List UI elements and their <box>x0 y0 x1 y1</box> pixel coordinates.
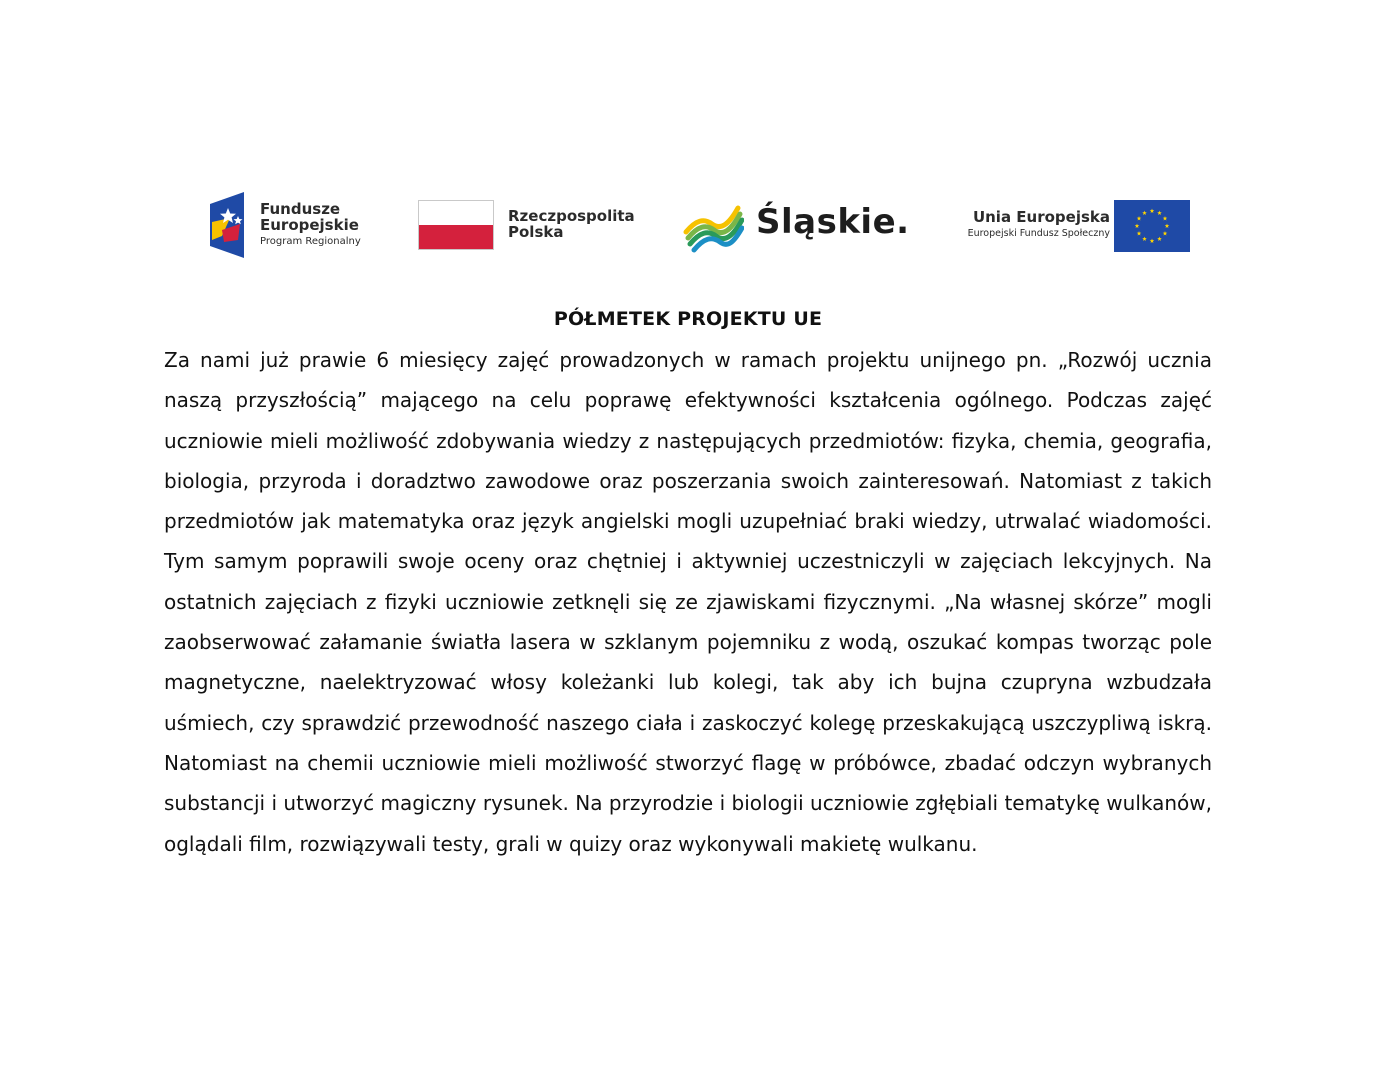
rzeczpospolita-polska-logo <box>418 200 648 254</box>
document-title: PÓŁMETEK PROJEKTU UE <box>553 308 823 330</box>
unia-line1: Unia Europejska <box>972 208 1110 226</box>
logo-strip <box>0 186 1376 264</box>
slaskie-wordmark: Śląskie. <box>756 202 910 242</box>
unia-line2: Europejski Fundusz Społeczny <box>967 228 1110 239</box>
eu-flag-icon <box>1114 200 1190 252</box>
fundusze-europejskie-text <box>260 202 361 247</box>
slaskie-logo <box>682 198 910 254</box>
unia-europejska-logo <box>936 200 1196 254</box>
rzeczpospolita-line2: Polska <box>508 223 564 242</box>
fundusze-europejskie-logo <box>208 190 378 260</box>
fundusze-line1: Fundusze <box>260 200 341 218</box>
rzeczpospolita-line1: Rzeczpospolita <box>508 207 635 225</box>
polish-flag-icon <box>418 200 494 250</box>
document-body: Za nami już prawie 6 miesięcy zajęć prowadzonych w ramach projektu unijnego pn. „Rozwój ucznia naszą przyszłością” mającego na celu poprawę efektywności kształcenia ogólnego. Podczas zajęć uczniowie mieli możliwość zdobywania wiedzy z następujących przedmiotów: fizyka, chemia, geografia, biologia, przyroda i doradztwo zawodowe oraz poszerzania swoich zainteresowań. Natomiast z takich przedmiotów jak matematyka oraz język angielski mogli uzupełniać braki wiedzy, utrwalać wiadomości. Tym samym poprawili swoje oceny oraz chętniej i aktywniej uczestniczyli w zajęciach lekcyjnych. Na ostatnich zajęciach z fizyki uczniowie zetknęli się ze zjawiskami fizycznymi. „Na własnej skórze” mogli zaobserwować załamanie światła lasera w szklanym pojemniku z wodą, oszukać kompas tworząc pole magnetyczne, naelektryzować włosy koleżanki lub kolegi, tak aby ich bujna czupryna wzbudzała uśmiech, czy sprawdzić przewodność naszego ciała i zaskoczyć kolegę przeskakującą uszczypliwą iskrą. Natomiast na chemii uczniowie mieli możliwość stworzyć flagę w próbówce, zbadać odczyn wybranych substancji i utworzyć magiczny rysunek. Na przyrodzie i biologii uczniowie zgłębiali tematykę wulkanów, oglądali film, rozwiązywali testy, grali w quizy oraz wykonywali makietę wulkanu. <box>164 348 1212 856</box>
fundusze-line2: Europejskie <box>260 215 359 234</box>
fundusze-europejskie-emblem-icon <box>208 190 248 260</box>
fundusze-line3: Program Regionalny <box>260 235 361 247</box>
slaskie-waves-icon <box>682 198 744 254</box>
unia-europejska-text <box>968 208 1110 239</box>
rzeczpospolita-text <box>508 208 635 240</box>
